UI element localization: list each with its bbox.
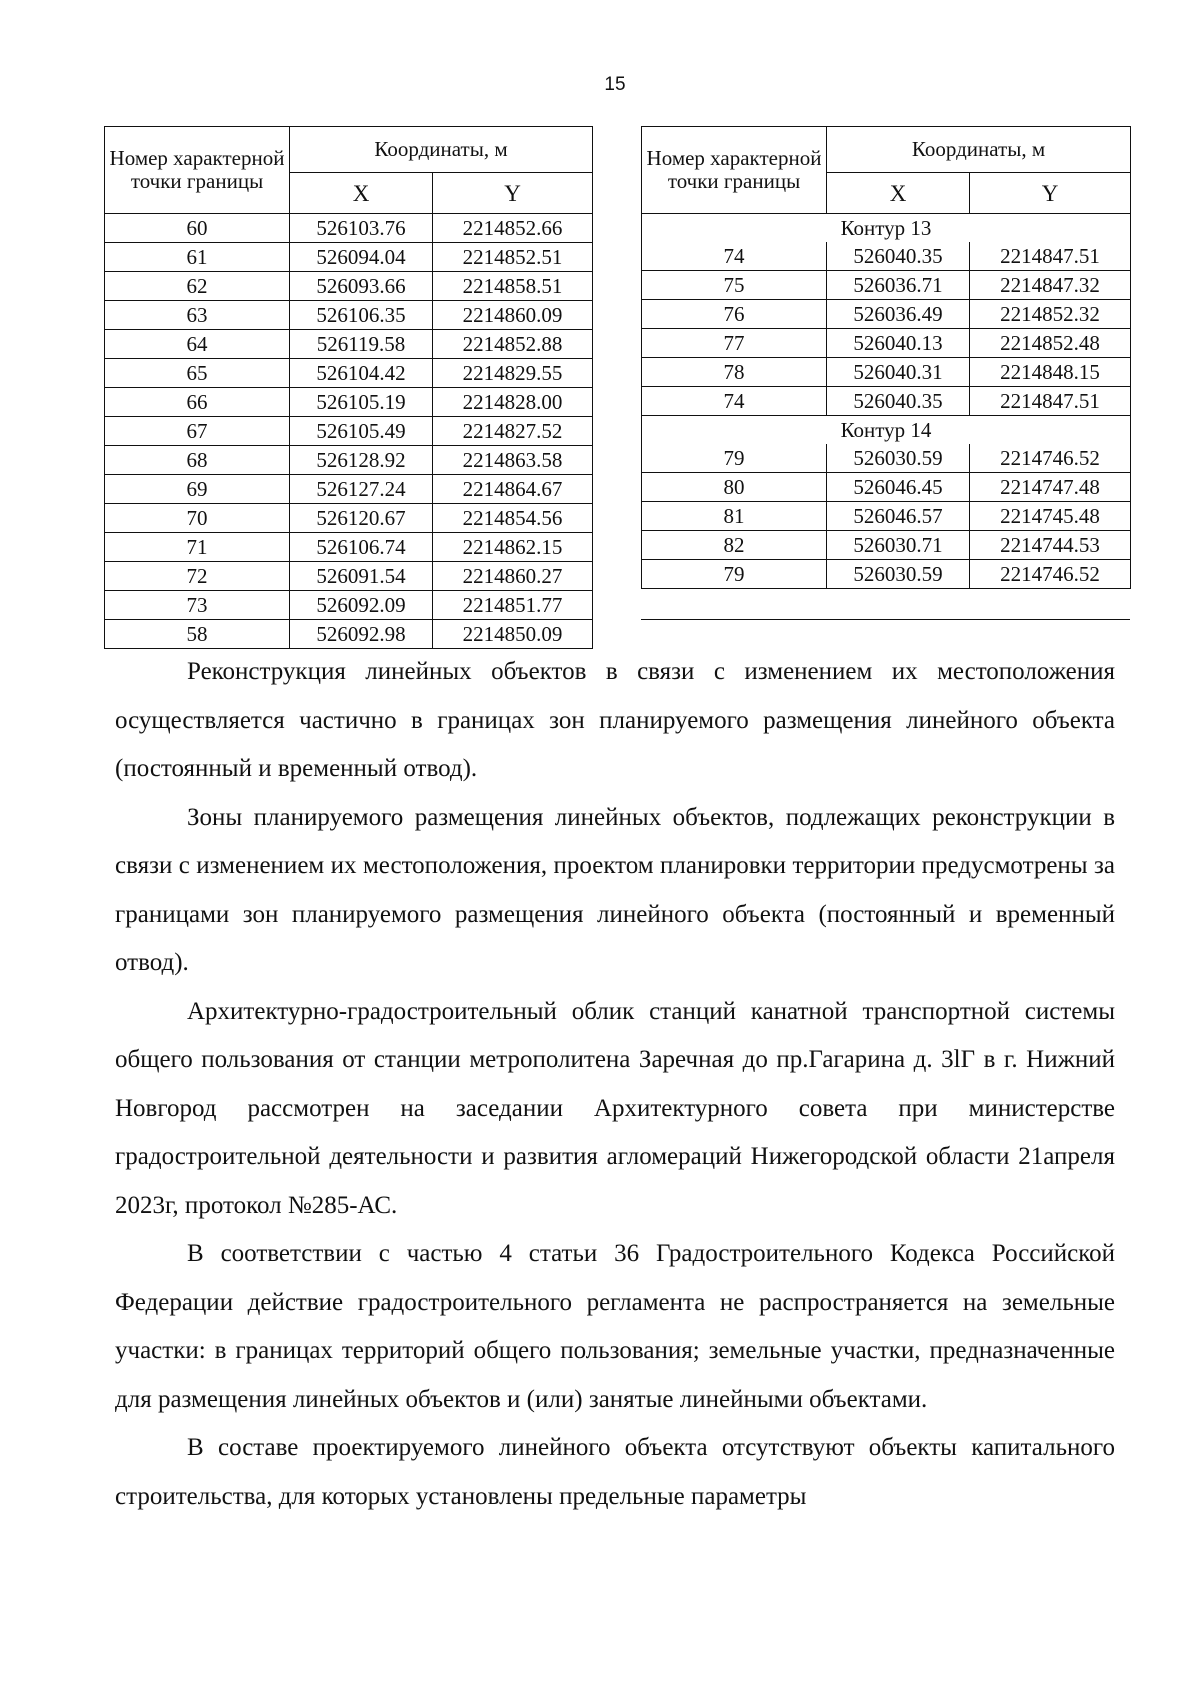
y-coordinate-cell: 2214851.77 <box>433 591 593 620</box>
y-coordinate-cell: 2214828.00 <box>433 388 593 417</box>
x-coordinate-cell: 526040.31 <box>827 358 970 387</box>
point-number-cell: 66 <box>105 388 290 417</box>
x-coordinate-cell: 526036.71 <box>827 271 970 300</box>
body-text <box>115 648 1115 1521</box>
y-coordinate-cell: 2214848.15 <box>970 358 1131 387</box>
table-row <box>105 388 593 417</box>
x-coordinate-cell: 526105.19 <box>290 388 433 417</box>
table-row <box>105 214 593 243</box>
point-number-cell: 69 <box>105 475 290 504</box>
point-number-cell: 64 <box>105 330 290 359</box>
point-number-cell: 70 <box>105 504 290 533</box>
x-coordinate-cell: 526092.09 <box>290 591 433 620</box>
y-coordinate-cell: 2214744.53 <box>970 531 1131 560</box>
table-row <box>105 562 593 591</box>
page-number: 15 <box>604 74 626 95</box>
y-coordinate-cell: 2214852.51 <box>433 243 593 272</box>
x-coordinate-cell: 526119.58 <box>290 330 433 359</box>
y-coordinate-cell: 2214854.56 <box>433 504 593 533</box>
point-number-cell: 78 <box>642 358 827 387</box>
x-coordinate-cell: 526106.74 <box>290 533 433 562</box>
point-number-cell: 62 <box>105 272 290 301</box>
paragraph: Реконструкция линейных объектов в связи с изменением их местоположения осуществляется частично в границах зон планируемого размещения линейного объекта (постоянный и временный отвод). <box>115 658 1115 782</box>
y-coordinate-cell: 2214746.52 <box>970 560 1131 589</box>
y-coordinate-cell: 2214847.51 <box>970 242 1131 271</box>
header-y: Y <box>433 173 593 214</box>
point-number-cell: 73 <box>105 591 290 620</box>
table-row <box>642 242 1131 271</box>
x-coordinate-cell: 526103.76 <box>290 214 433 243</box>
x-coordinate-cell: 526091.54 <box>290 562 433 591</box>
point-number-cell: 68 <box>105 446 290 475</box>
table-row <box>105 243 593 272</box>
header-coordinates: Координаты, м <box>290 127 593 173</box>
table-row <box>105 475 593 504</box>
point-number-cell: 61 <box>105 243 290 272</box>
table-row <box>105 272 593 301</box>
y-coordinate-cell: 2214745.48 <box>970 502 1131 531</box>
point-number-cell: 75 <box>642 271 827 300</box>
table-row <box>642 502 1131 531</box>
y-coordinate-cell: 2214850.09 <box>433 620 593 649</box>
paragraph: В соответствии с частью 4 статьи 36 Градостроительного Кодекса Российской Федерации действие градостроительного регламента не распространяется на земельные участки: в границах территорий общего пользования; земельные участки, предназначенные для размещения линейных объектов и (или) занятые линейными объектами. <box>115 1240 1115 1413</box>
table-row <box>642 300 1131 329</box>
y-coordinate-cell: 2214847.51 <box>970 387 1131 416</box>
x-coordinate-cell: 526104.42 <box>290 359 433 388</box>
table-row <box>105 591 593 620</box>
table-row <box>105 330 593 359</box>
x-coordinate-cell: 526120.67 <box>290 504 433 533</box>
y-coordinate-cell: 2214860.27 <box>433 562 593 591</box>
contour-label: Контур 13 <box>642 214 1131 243</box>
x-coordinate-cell: 526040.35 <box>827 242 970 271</box>
paragraph: В составе проектируемого линейного объекта отсутствуют объекты капитального строительства, для которых установлены предельные параметры <box>115 1434 1115 1510</box>
y-coordinate-cell: 2214858.51 <box>433 272 593 301</box>
table-bottom-rule <box>641 619 1130 620</box>
x-coordinate-cell: 526040.35 <box>827 387 970 416</box>
coordinates-table-right <box>641 126 1131 589</box>
x-coordinate-cell: 526036.49 <box>827 300 970 329</box>
table-row <box>642 271 1131 300</box>
point-number-cell: 65 <box>105 359 290 388</box>
header-point-number: Номер характерной точки границы <box>105 127 290 214</box>
header-y: Y <box>970 173 1131 214</box>
y-coordinate-cell: 2214863.58 <box>433 446 593 475</box>
x-coordinate-cell: 526092.98 <box>290 620 433 649</box>
x-coordinate-cell: 526128.92 <box>290 446 433 475</box>
paragraph: Зоны планируемого размещения линейных объектов, подлежащих реконструкции в связи с изменением их местоположения, проектом планировки территории предусмотрены за границами зон планируемого размещения линейного объекта (постоянный и временный отвод). <box>115 803 1115 976</box>
point-number-cell: 60 <box>105 214 290 243</box>
point-number-cell: 79 <box>642 444 827 473</box>
x-coordinate-cell: 526040.13 <box>827 329 970 358</box>
y-coordinate-cell: 2214852.88 <box>433 330 593 359</box>
point-number-cell: 74 <box>642 387 827 416</box>
point-number-cell: 72 <box>105 562 290 591</box>
x-coordinate-cell: 526030.59 <box>827 560 970 589</box>
y-coordinate-cell: 2214860.09 <box>433 301 593 330</box>
y-coordinate-cell: 2214862.15 <box>433 533 593 562</box>
header-x: X <box>290 173 433 214</box>
table-row <box>105 417 593 446</box>
point-number-cell: 82 <box>642 531 827 560</box>
table-row <box>642 329 1131 358</box>
x-coordinate-cell: 526030.71 <box>827 531 970 560</box>
header-point-number: Номер характерной точки границы <box>642 127 827 214</box>
x-coordinate-cell: 526094.04 <box>290 243 433 272</box>
point-number-cell: 63 <box>105 301 290 330</box>
point-number-cell: 80 <box>642 473 827 502</box>
table-row <box>642 358 1131 387</box>
y-coordinate-cell: 2214847.32 <box>970 271 1131 300</box>
point-number-cell: 77 <box>642 329 827 358</box>
x-coordinate-cell: 526093.66 <box>290 272 433 301</box>
contour-row <box>642 214 1131 243</box>
contour-row <box>642 416 1131 445</box>
table-row <box>642 473 1131 502</box>
point-number-cell: 81 <box>642 502 827 531</box>
contour-label: Контур 14 <box>642 416 1131 445</box>
point-number-cell: 79 <box>642 560 827 589</box>
table-row <box>105 301 593 330</box>
y-coordinate-cell: 2214747.48 <box>970 473 1131 502</box>
y-coordinate-cell: 2214852.32 <box>970 300 1131 329</box>
table-row <box>642 531 1131 560</box>
x-coordinate-cell: 526046.57 <box>827 502 970 531</box>
table-row <box>105 533 593 562</box>
point-number-cell: 71 <box>105 533 290 562</box>
y-coordinate-cell: 2214829.55 <box>433 359 593 388</box>
x-coordinate-cell: 526030.59 <box>827 444 970 473</box>
table-row <box>642 387 1131 416</box>
x-coordinate-cell: 526046.45 <box>827 473 970 502</box>
x-coordinate-cell: 526127.24 <box>290 475 433 504</box>
x-coordinate-cell: 526106.35 <box>290 301 433 330</box>
table-row <box>105 620 593 649</box>
table-row <box>105 446 593 475</box>
point-number-cell: 74 <box>642 242 827 271</box>
point-number-cell: 67 <box>105 417 290 446</box>
table-row <box>642 444 1131 473</box>
header-coordinates: Координаты, м <box>827 127 1131 173</box>
y-coordinate-cell: 2214827.52 <box>433 417 593 446</box>
coordinates-table-left <box>104 126 593 649</box>
x-coordinate-cell: 526105.49 <box>290 417 433 446</box>
y-coordinate-cell: 2214852.66 <box>433 214 593 243</box>
header-x: X <box>827 173 970 214</box>
y-coordinate-cell: 2214746.52 <box>970 444 1131 473</box>
point-number-cell: 58 <box>105 620 290 649</box>
paragraph: Архитектурно-градостроительный облик станций канатной транспортной системы общего пользования от станции метрополитена Заречная до пр.Гагарина д. 3lГ в г. Нижний Новгород рассмотрен на заседании Архитектурного совета при министерстве градостроительной деятельности и развития агломераций Нижегородской области 21апреля 2023г, протокол №285-АС. <box>115 997 1115 1219</box>
y-coordinate-cell: 2214852.48 <box>970 329 1131 358</box>
table-row <box>642 560 1131 589</box>
point-number-cell: 76 <box>642 300 827 329</box>
table-row <box>105 504 593 533</box>
y-coordinate-cell: 2214864.67 <box>433 475 593 504</box>
table-row <box>105 359 593 388</box>
